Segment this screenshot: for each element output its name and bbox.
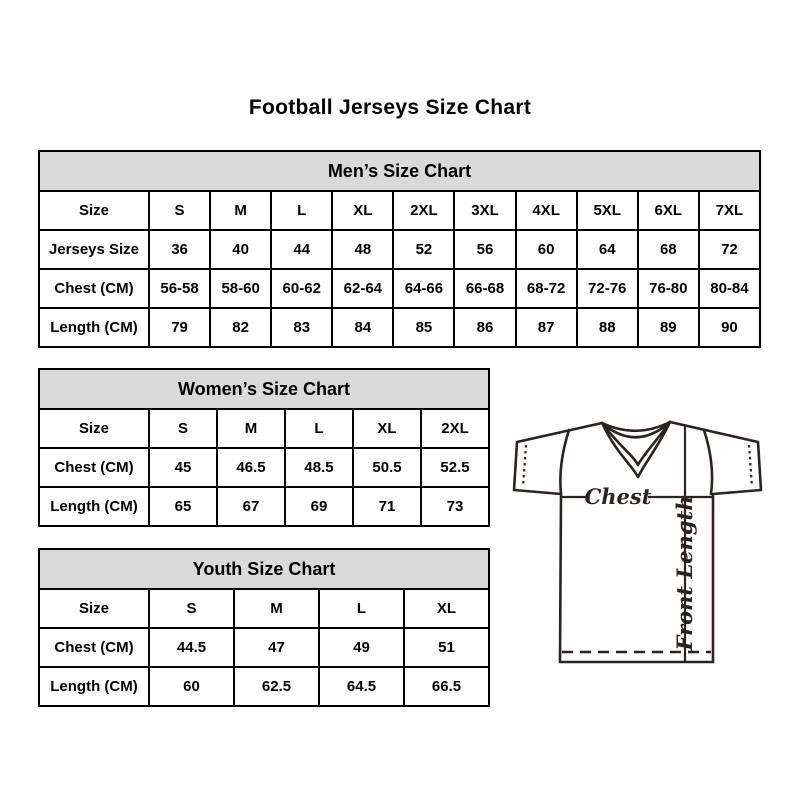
womens-size-chart-section	[38, 368, 490, 527]
table-row	[39, 667, 489, 706]
value-cell: 45	[149, 448, 217, 487]
value-cell: 47	[234, 628, 319, 667]
table-row	[39, 230, 760, 269]
value-cell: 50.5	[353, 448, 421, 487]
value-cell: 48	[332, 230, 393, 269]
value-cell: 67	[217, 487, 285, 526]
row-header-cell: Chest (CM)	[39, 448, 149, 487]
value-cell: 90	[699, 308, 760, 347]
column-header-cell: 5XL	[577, 191, 638, 230]
table-row	[39, 487, 489, 526]
table-row	[39, 191, 760, 230]
front-length-label: Front Length	[672, 495, 697, 651]
table-row	[39, 269, 760, 308]
value-cell: 44.5	[149, 628, 234, 667]
page-title: Football Jerseys Size Chart	[248, 96, 532, 119]
womens-size-table	[38, 368, 490, 527]
value-cell: 64-66	[393, 269, 454, 308]
value-cell: 80-84	[699, 269, 760, 308]
value-cell: 62-64	[332, 269, 393, 308]
jersey-left-armhole-seam	[560, 430, 569, 494]
column-header-cell: 3XL	[454, 191, 515, 230]
value-cell: 72-76	[577, 269, 638, 308]
table-title-row	[39, 151, 760, 191]
table-title-row	[39, 549, 489, 589]
value-cell: 87	[516, 308, 577, 347]
column-header-cell: 2XL	[393, 191, 454, 230]
column-header-cell: 6XL	[638, 191, 699, 230]
value-cell: 72	[699, 230, 760, 269]
column-header-cell: M	[234, 589, 319, 628]
row-header-cell: Jerseys Size	[39, 230, 149, 269]
value-cell: 62.5	[234, 667, 319, 706]
value-cell: 64.5	[319, 667, 404, 706]
value-cell: 85	[393, 308, 454, 347]
column-header-cell: M	[217, 409, 285, 448]
table-row	[39, 448, 489, 487]
column-header-cell: 7XL	[699, 191, 760, 230]
value-cell: 71	[353, 487, 421, 526]
mens-size-table-title: Men’s Size Chart	[39, 151, 760, 191]
value-cell: 46.5	[217, 448, 285, 487]
row-header-cell: Length (CM)	[39, 487, 149, 526]
table-row	[39, 589, 489, 628]
value-cell: 36	[149, 230, 210, 269]
value-cell: 51	[404, 628, 489, 667]
youth-size-table	[38, 548, 490, 707]
column-header-cell: 4XL	[516, 191, 577, 230]
chest-label: Chest	[584, 484, 652, 509]
column-header-cell: S	[149, 589, 234, 628]
value-cell: 64	[577, 230, 638, 269]
value-cell: 44	[271, 230, 332, 269]
column-header-cell: L	[319, 589, 404, 628]
jersey-right-cuff-stitch	[749, 445, 752, 487]
value-cell: 60	[516, 230, 577, 269]
mens-size-chart-section	[38, 150, 761, 348]
column-header-cell: L	[285, 409, 353, 448]
value-cell: 69	[285, 487, 353, 526]
value-cell: 66-68	[454, 269, 515, 308]
column-header-cell: S	[149, 409, 217, 448]
value-cell: 48.5	[285, 448, 353, 487]
table-title-row	[39, 369, 489, 409]
value-cell: 40	[210, 230, 271, 269]
value-cell: 52.5	[421, 448, 489, 487]
column-header-cell: S	[149, 191, 210, 230]
table-row	[39, 628, 489, 667]
column-header-cell: 2XL	[421, 409, 489, 448]
value-cell: 56	[454, 230, 515, 269]
value-cell: 83	[271, 308, 332, 347]
jersey-left-cuff-stitch	[523, 445, 526, 487]
table-row	[39, 409, 489, 448]
youth-size-chart-section	[38, 548, 490, 707]
mens-size-table	[38, 150, 761, 348]
value-cell: 56-58	[149, 269, 210, 308]
jersey-measurement-diagram	[505, 408, 775, 668]
column-header-cell: XL	[332, 191, 393, 230]
value-cell: 76-80	[638, 269, 699, 308]
row-header-cell: Size	[39, 409, 149, 448]
jersey-right-armhole-seam	[704, 430, 712, 494]
column-header-cell: L	[271, 191, 332, 230]
value-cell: 84	[332, 308, 393, 347]
value-cell: 66.5	[404, 667, 489, 706]
value-cell: 73	[421, 487, 489, 526]
value-cell: 58-60	[210, 269, 271, 308]
value-cell: 68	[638, 230, 699, 269]
row-header-cell: Chest (CM)	[39, 269, 149, 308]
value-cell: 68-72	[516, 269, 577, 308]
value-cell: 60	[149, 667, 234, 706]
jersey-outline	[514, 422, 761, 662]
womens-size-table-title: Women’s Size Chart	[39, 369, 489, 409]
row-header-cell: Length (CM)	[39, 667, 149, 706]
column-header-cell: M	[210, 191, 271, 230]
value-cell: 60-62	[271, 269, 332, 308]
row-header-cell: Size	[39, 191, 149, 230]
row-header-cell: Length (CM)	[39, 308, 149, 347]
table-row	[39, 308, 760, 347]
value-cell: 52	[393, 230, 454, 269]
value-cell: 65	[149, 487, 217, 526]
column-header-cell: XL	[353, 409, 421, 448]
value-cell: 79	[149, 308, 210, 347]
column-header-cell: XL	[404, 589, 489, 628]
value-cell: 49	[319, 628, 404, 667]
value-cell: 88	[577, 308, 638, 347]
youth-size-table-title: Youth Size Chart	[39, 549, 489, 589]
row-header-cell: Size	[39, 589, 149, 628]
value-cell: 86	[454, 308, 515, 347]
value-cell: 82	[210, 308, 271, 347]
value-cell: 89	[638, 308, 699, 347]
row-header-cell: Chest (CM)	[39, 628, 149, 667]
